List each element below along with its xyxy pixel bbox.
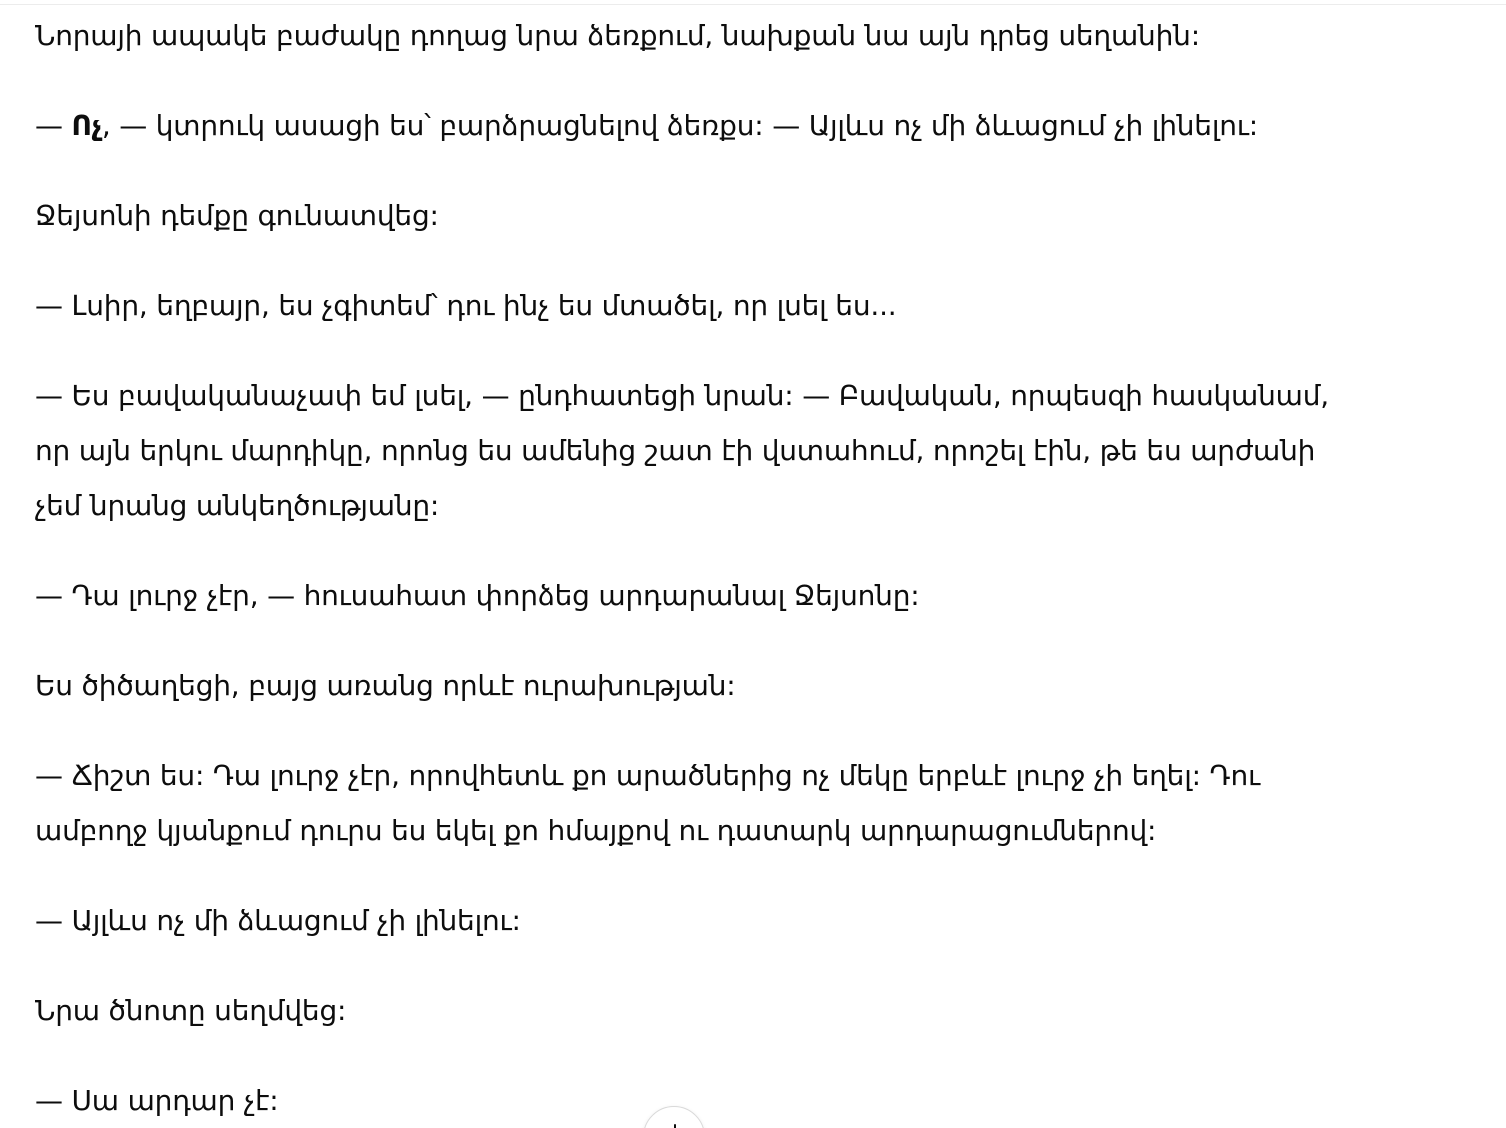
paragraph-text: — Ես բավականաչափ եմ լսել, — ընդհատեցի նրան: — Բավական, որպեսզի հասկանամ, որ այն երկու մարդիկը, որոնց ես ամենից շատ էի վստահում, որոշել էին, թե ես արժանի չեմ նրանց անկեղծությանը: bbox=[35, 379, 1329, 522]
paragraph-5 bbox=[35, 368, 1335, 533]
message-content bbox=[35, 8, 1335, 1128]
paragraph-10 bbox=[35, 983, 1335, 1038]
top-divider bbox=[0, 0, 1506, 5]
paragraph-6 bbox=[35, 568, 1335, 623]
paragraph-text: Ես ծիծաղեցի, բայց առանց որևէ ուրախության: bbox=[35, 669, 736, 702]
paragraph-7 bbox=[35, 658, 1335, 713]
paragraph-text: Նորայի ապակե բաժակը դողաց նրա ձեռքում, նախքան նա այն դրեց սեղանին: bbox=[35, 19, 1200, 52]
paragraph-3 bbox=[35, 188, 1335, 243]
arrow-down-icon bbox=[663, 1121, 687, 1128]
paragraph-text: — Սա արդար չէ: bbox=[35, 1084, 279, 1117]
paragraph-text: — Լսիր, եղբայր, ես չգիտեմ՝ դու ինչ ես մտածել, որ լսել ես... bbox=[35, 289, 897, 322]
bold-word: Ոչ bbox=[71, 109, 102, 142]
paragraph-text: — Ճիշտ ես: Դա լուրջ չէր, որովհետև քո արածներից ոչ մեկը երբևէ լուրջ չի եղել: Դու ամբողջ կյանքում դուրս ես եկել քո հմայքով ու դատարկ արդարացումներով: bbox=[35, 759, 1260, 847]
paragraph-text: — Այլևս ոչ մի ձևացում չի լինելու: bbox=[35, 904, 521, 937]
paragraph-4 bbox=[35, 278, 1335, 333]
paragraph-text: Ջեյսոնի դեմքը գունատվեց: bbox=[35, 199, 439, 232]
dash-prefix: — bbox=[35, 109, 72, 142]
paragraph-text: Նրա ծնոտը սեղմվեց: bbox=[35, 994, 347, 1027]
paragraph-2 bbox=[35, 98, 1335, 153]
paragraph-text: , — կտրուկ ասացի ես՝ բարձրացնելով ձեռքս: — Այլևս ոչ մի ձևացում չի լինելու: bbox=[101, 109, 1258, 142]
paragraph-1 bbox=[35, 8, 1335, 63]
paragraph-9 bbox=[35, 893, 1335, 948]
paragraph-text: — Դա լուրջ չէր, — հուսահատ փորձեց արդարանալ Ջեյսոնը: bbox=[35, 579, 920, 612]
paragraph-8 bbox=[35, 748, 1335, 858]
